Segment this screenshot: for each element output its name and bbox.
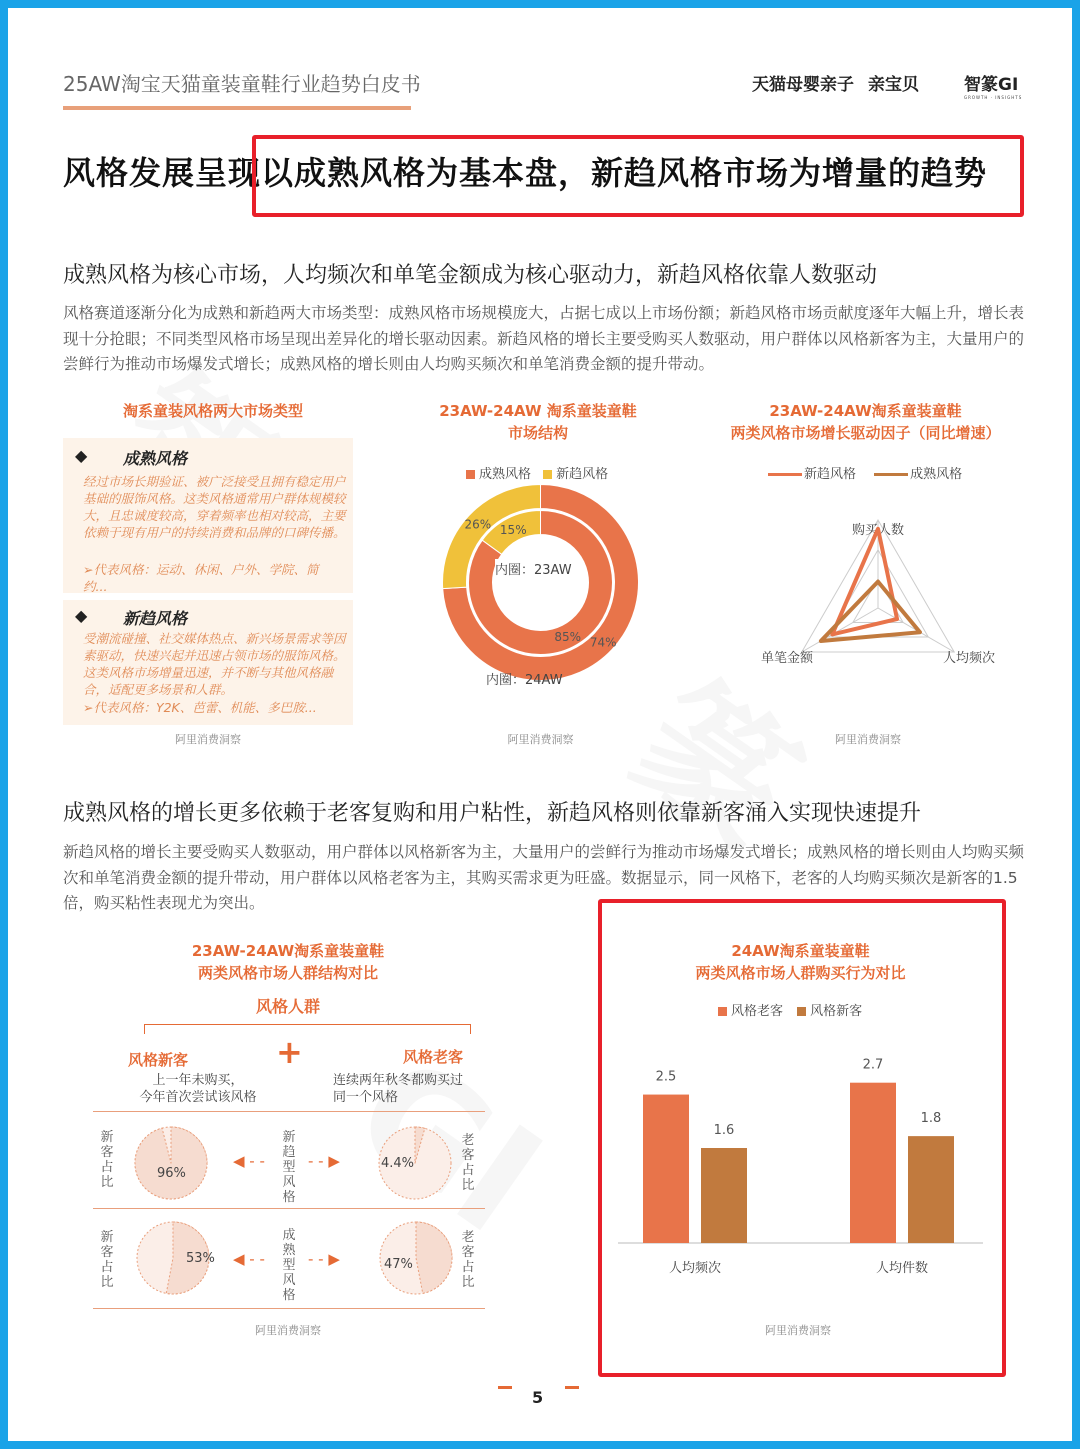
page-title: 风格发展呈现以成熟风格为基本盘，新趋风格市场为增量的趋势 [63,154,988,192]
zhizhuan-logo [964,70,1022,100]
section1-title: 成熟风格为核心市场，人均频次和单笔金额成为核心驱动力，新趋风格依靠人数驱动 [63,263,878,288]
bar-value-label: 1.8 [920,1111,942,1127]
legend-label: 成熟风格 [910,467,963,482]
types-panel-title: 淘系童装风格两大市场类型 [122,402,303,420]
legend-swatch [718,1007,727,1016]
bar [850,1083,896,1243]
new-share-label: 新客占比 [100,1130,114,1190]
radar-axis-label: 人均频次 [943,651,996,666]
card-text: 经过市场长期验证、被广泛接受且拥有稳定用户基础的服饰风格。这类风格通常用户群体规模较大，且忠诚度较高，穿着频率也相对较高，主要依赖于现有用户的持续消费和品牌的口碑传播。 [83,474,346,540]
plus-icon: + [276,1033,303,1071]
section2-paragraph: 新趋风格的增长主要受购买人数驱动，用户群体以风格新客为主，大量用户的尝鲜行为推动市场爆发式增长；成熟风格的增长则由人均购买频次和单笔消费金额的提升带动，用户群体以风格老客为主，其购买需求更为旺盛。数据显示，同一风格下，老客的人均购买频次是新客的1.5倍，购买粘性表现尤为突出。 [63,843,1025,912]
source-note: 阿里消费洞察 [175,733,241,746]
pie-value-label: 96% [157,1166,186,1181]
bar-chart [608,1028,993,1298]
radar-title-line2: 两类风格市场增长驱动因子（同比增速） [730,424,1001,442]
new-share-label: 新客占比 [100,1230,114,1290]
radar-legend [768,463,962,482]
pie-slice [416,1222,452,1293]
desc-line: 今年首次尝试该风格 [139,1090,257,1105]
title-highlight-box [252,135,1024,217]
legend-swatch [797,1007,806,1016]
source-note: 阿里消费洞察 [765,1324,831,1337]
legend-item-new [768,467,856,482]
card-rep-styles: ➢代表风格：Y2K、芭蕾、机能、多巴胺... [83,700,317,715]
card-text: 受潮流碰撞、社交媒体热点、新兴场景需求等因素驱动，快速兴起并迅速占领市场的服饰风格。这类风格市场增量迅速，并不断与其他风格融合，适配更多场景和人群。 [83,631,346,697]
radar-axis-label: 购买人数 [851,523,905,538]
card-heading: 成熟风格 [123,449,188,468]
donut-chart [438,480,643,685]
tmall-baby-logo: 天猫母婴亲子 [752,75,854,95]
pie-value-label: 4.4% [381,1156,415,1171]
radar-axis-label: 单笔金额 [760,651,813,666]
legend-line [874,473,908,476]
diamond-bullet-icon: ◆ [75,446,88,465]
x-tick-label: 人均频次 [668,1261,722,1276]
source-note: 阿里消费洞察 [255,1324,321,1337]
arrow-right-icon: - - ▶ [308,1152,340,1170]
donut-inner-label: 内圈：23AW [495,559,572,578]
bar-value-label: 1.6 [713,1123,735,1138]
radar-chart [738,508,1018,678]
arrow-left-icon: ◀ - - [233,1250,265,1268]
legend-item-old [718,1004,783,1019]
legend-line [768,473,802,476]
legend-item-mature [874,467,962,482]
divider [93,1111,485,1112]
card-rep-styles: ➢代表风格：运动、休闲、户外、学院、简约... [83,562,319,594]
crowd-title-line2: 两类风格市场人群结构对比 [197,964,378,982]
donut-title-line2: 市场结构 [507,424,568,442]
new-share-pie [131,1123,211,1203]
old-customer-label: 风格老客 [402,1048,463,1066]
section1-paragraph: 风格赛道逐渐分化为成熟和新趋两大市场类型：成熟风格市场规模庞大，占据七成以上市场份额；新趋风格市场贡献度逐年大幅上升，增长表现十分抢眼；不同类型风格市场呈现出差异化的增长驱动因素。新趋风格的增长主要受购买人数驱动，用户群体以风格新客为主，大量用户的尝鲜行为推动市场爆发式增长；成熟风格的增长则由人均购买频次和单笔消费金额的提升带动。 [63,304,1025,373]
desc-line: 同一个风格 [333,1090,399,1105]
arrow-left-icon: ◀ - - [233,1152,265,1170]
pie-value-label: 53% [186,1251,215,1266]
divider [93,1308,485,1309]
legend-label: 新趋风格 [556,467,609,482]
bar [908,1136,954,1243]
legend-swatch [543,470,552,479]
bar [701,1148,747,1243]
old-customer-desc [333,1072,493,1106]
donut-slice-label: 74% [589,635,617,650]
bar-title-line2: 两类风格市场人群购买行为对比 [695,964,906,982]
source-note: 阿里消费洞察 [835,733,901,746]
bar-title-line1: 24AW淘系童装童鞋 [731,942,870,960]
legend-swatch [466,470,475,479]
arrow-right-icon: - - ▶ [308,1250,340,1268]
report-title: 25AW淘宝天猫童装童鞋行业趋势白皮书 [63,72,421,96]
donut-title-line1: 23AW-24AW 淘系童装童鞋 [439,402,637,420]
x-tick-label: 人均件数 [875,1261,929,1276]
donut-slice-label: 15% [499,523,527,538]
crowd-bracket [144,1024,471,1034]
bar-legend [718,1000,862,1019]
page-dash [565,1386,579,1389]
diamond-bullet-icon: ◆ [75,606,88,625]
bar-title [608,940,993,984]
crowd-group-label: 风格人群 [255,997,320,1016]
legend-label: 风格老客 [731,1004,784,1019]
legend-item-new [797,1004,862,1019]
legend-label: 新趋风格 [804,467,857,482]
page-dash [498,1386,512,1389]
legend-label: 成熟风格 [479,467,532,482]
pie-value-label: 47% [384,1257,413,1272]
radar-title [698,400,1033,444]
new-style-card [63,600,353,725]
logo-subtitle: GROWTH · INSIGHTS [964,95,1023,100]
divider [93,1208,485,1209]
zhizhuan-logo-text: 智篆GI [964,75,1019,95]
legend-label: 风格新客 [810,1004,863,1019]
radar-title-line1: 23AW-24AW淘系童装童鞋 [769,402,962,420]
crowd-title-line1: 23AW-24AW淘系童装童鞋 [191,942,385,960]
bar-value-label: 2.7 [862,1057,884,1073]
mature-style-card [63,438,353,593]
bar-value-label: 2.5 [655,1069,677,1085]
old-share-label: 老客占比 [461,1230,475,1290]
donut-slice-label: 85% [554,629,582,644]
header-underline [63,106,411,110]
new-customer-label: 风格新客 [127,1051,188,1069]
crowd-title [128,940,448,984]
desc-line: 上一年未购买， [152,1073,244,1088]
old-share-label: 老客占比 [461,1133,475,1193]
donut-slice-label: 26% [464,517,492,532]
source-note: 阿里消费洞察 [507,733,574,746]
row2-style-label: 成熟型风格 [282,1228,296,1303]
card-heading: 新趋风格 [123,609,188,628]
donut-outer-label: 内圈：24AW [486,673,563,688]
page-number: 5 [532,1388,544,1407]
section2-title: 成熟风格的增长更多依赖于老客复购和用户粘性，新趋风格则依靠新客涌入实现快速提升 [63,801,922,826]
new-customer-desc [108,1072,288,1106]
bar [643,1095,689,1243]
donut-title [388,400,688,444]
qinbaobei-logo: 亲宝贝 [868,75,919,95]
pie-slice [135,1127,207,1199]
row1-style-label: 新趋型风格 [282,1130,296,1205]
desc-line: 连续两年秋冬都购买过 [333,1073,464,1088]
